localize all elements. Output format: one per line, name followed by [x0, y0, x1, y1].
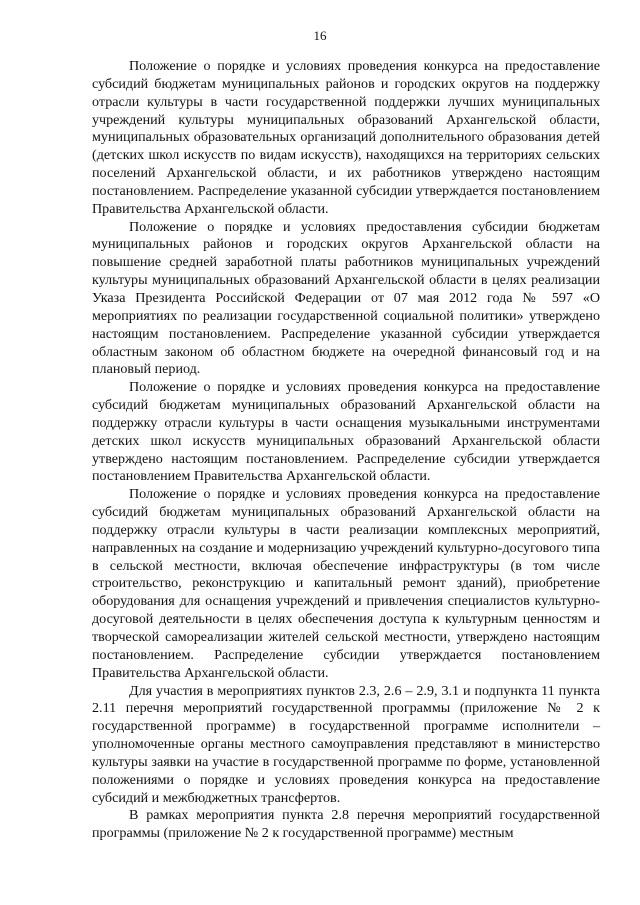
- page-number: 16: [313, 28, 327, 43]
- paragraph-1: Положение о порядке и условиях проведения конкурса на предоставление субсидий бюджетам муниципальных районов и городских округов на поддержку отрасли культуры в части государственной поддержки лучших муниципальных учреждений культуры муниципальных образований Архангельской области, муниципальных образовательных организаций дополнительного образования детей (детских школ искусств по видам искусств), находящихся на территориях сельских поселений Архангельской области, и их работников утверждено настоящим постановлением. Распределение указанной субсидии утверждается постановлением Правительства Архангельской области.: [92, 58, 600, 217]
- paragraph-5: Для участия в мероприятиях пунктов 2.3, 2.6 – 2.9, 3.1 и подпункта 11 пункта 2.11 перечня мероприятий государственной программы (приложение № 2 к государственной программе) в государственной программе исполнители – уполномоченные органы местного самоуправления представляют в министерство культуры заявки на участие в государственной программе по форме, установленной положениями о порядке и условиях проведения конкурса на предоставление субсидий и межбюджетных трансфертов.: [92, 682, 600, 806]
- document-body: [92, 58, 600, 843]
- paragraph-2: Положение о порядке и условиях предоставления субсидии бюджетам муниципальных районов и городских округов Архангельской области на повышение средней заработной платы работников муниципальных учреждений культуры муниципальных образований Архангельской области в целях реализации Указа Президента Российской Федерации от 07 мая 2012 года № 597 «О мероприятиях по реализации государственной социальной политики» утверждено настоящим постановлением. Распределение указанной субсидии утверждается областным законом об областном бюджете на очередной финансовый год и на плановый период.: [92, 218, 600, 378]
- paragraph-4: Положение о порядке и условиях проведения конкурса на предоставление субсидий бюджетам муниципальных образований Архангельской области на поддержку отрасли культуры в части реализации комплексных мероприятий, направленных на создание и модернизацию учреждений культурно-досугового типа в сельской местности, включая обеспечение инфраструктуры (в том числе строительство, реконструкцию и капитальный ремонт зданий), приобретение оборудования для оснащения учреждений и привлечения специалистов культурно-досуговой деятельности в целях обеспечения доступа к культурным ценностям и творческой самореализации жителей сельской местности, утверждено настоящим постановлением. Распределение субсидии утверждается постановлением Правительства Архангельской области.: [92, 486, 600, 681]
- paragraph-6: В рамках мероприятия пункта 2.8 перечня мероприятий государственной программы (приложение № 2 к государственной программе) местным: [92, 807, 600, 842]
- paragraph-3: Положение о порядке и условиях проведения конкурса на предоставление субсидий бюджетам муниципальных образований Архангельской области на поддержку отрасли культуры в части оснащения музыкальными инструментами детских школ искусств муниципальных образований Архангельской области утверждено настоящим постановлением. Распределение субсидии утверждается постановлением Правительства Архангельской области.: [92, 379, 600, 485]
